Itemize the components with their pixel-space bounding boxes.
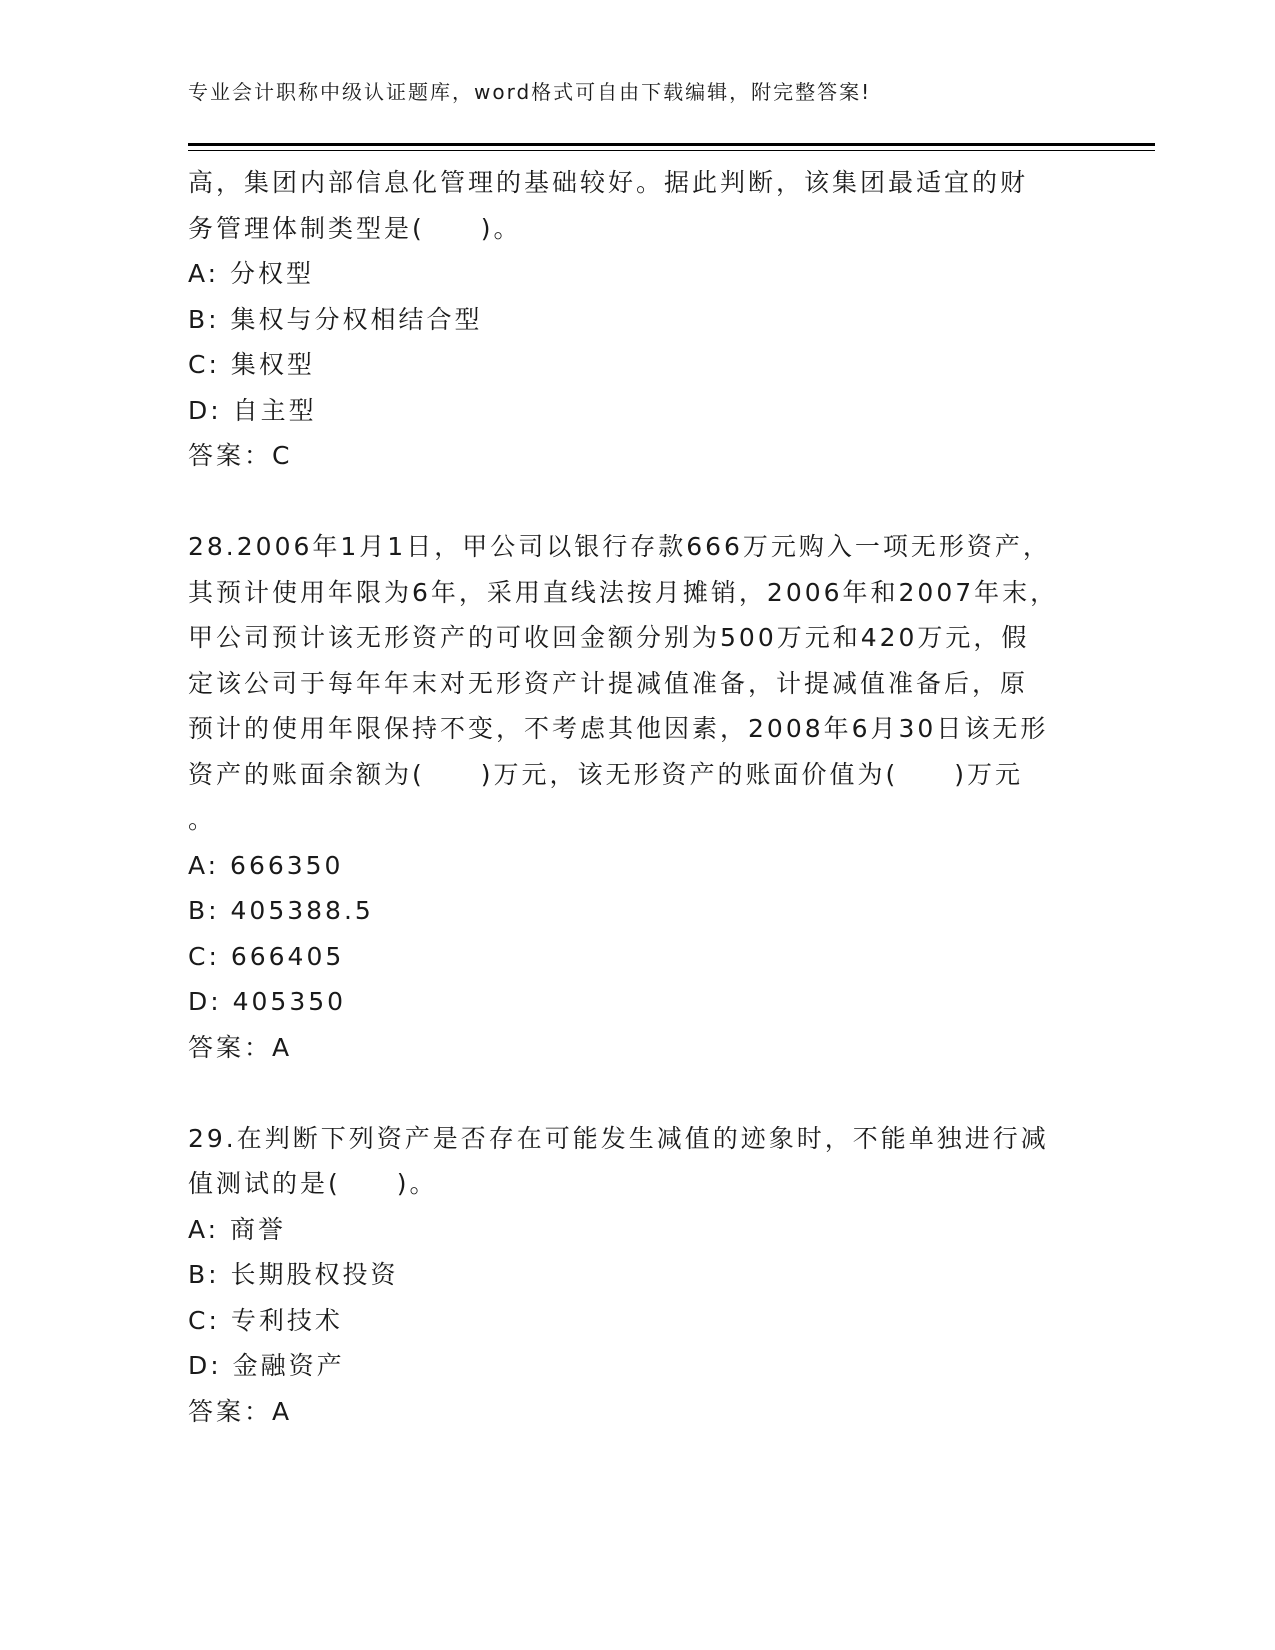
- option-a: A: 分权型: [188, 259, 315, 288]
- option-d: D: 405350: [188, 987, 347, 1016]
- option-c: C: 集权型: [188, 350, 315, 379]
- answer: 答案：A: [188, 1032, 293, 1062]
- option-a: A: 商誉: [188, 1214, 287, 1244]
- option-b: B: 集权与分权相结合型: [188, 304, 483, 334]
- option-b: B: 405388.5: [188, 896, 374, 925]
- question-stem-line: 务管理体制类型是( )。: [188, 213, 522, 243]
- question-stem-line: 定该公司于每年年末对无形资产计提减值准备，计提减值准备后，原: [188, 668, 1029, 698]
- question-content: [188, 160, 1088, 1434]
- question-27: [188, 160, 1088, 479]
- answer: 答案：A: [188, 1396, 293, 1426]
- question-stem-line: 其预计使用年限为6年，采用直线法按月摊销，2006年和2007年末，: [188, 577, 1059, 607]
- option-c: C: 专利技术: [188, 1305, 343, 1335]
- option-b: B: 长期股权投资: [188, 1260, 399, 1289]
- question-stem-line: 预计的使用年限保持不变，不考虑其他因素，2008年6月30日该无形: [188, 714, 1049, 743]
- question-28: [188, 524, 1088, 1070]
- question-stem-line: 。: [188, 805, 217, 834]
- question-stem-line: 甲公司预计该无形资产的可收回金额分别为500万元和420万元，假: [188, 623, 1030, 652]
- option-c: C: 666405: [188, 941, 345, 971]
- header-rule-thick: [188, 143, 1155, 146]
- question-stem-line: 29.在判断下列资产是否存在可能发生减值的迹象时，不能单独进行减: [188, 1123, 1049, 1153]
- spacer: [188, 1070, 1088, 1116]
- question-stem-line: 高，集团内部信息化管理的基础较好。据此判断，该集团最适宜的财: [188, 168, 1029, 197]
- header-rule-thin: [188, 150, 1155, 151]
- answer: 答案：C: [188, 441, 293, 470]
- question-stem-line: 资产的账面余额为( )万元，该无形资产的账面价值为( )万元: [188, 759, 1024, 789]
- option-d: D: 自主型: [188, 395, 317, 425]
- question-stem-line: 28.2006年1月1日，甲公司以银行存款666万元购入一项无形资产，: [188, 532, 1051, 561]
- spacer: [188, 479, 1088, 525]
- header-text: 专业会计职称中级认证题库，word格式可自由下载编辑，附完整答案!: [188, 80, 872, 104]
- question-29: [188, 1116, 1088, 1435]
- option-d: D: 金融资产: [188, 1351, 345, 1380]
- question-stem-line: 值测试的是( )。: [188, 1169, 438, 1198]
- option-a: A: 666350: [188, 850, 344, 880]
